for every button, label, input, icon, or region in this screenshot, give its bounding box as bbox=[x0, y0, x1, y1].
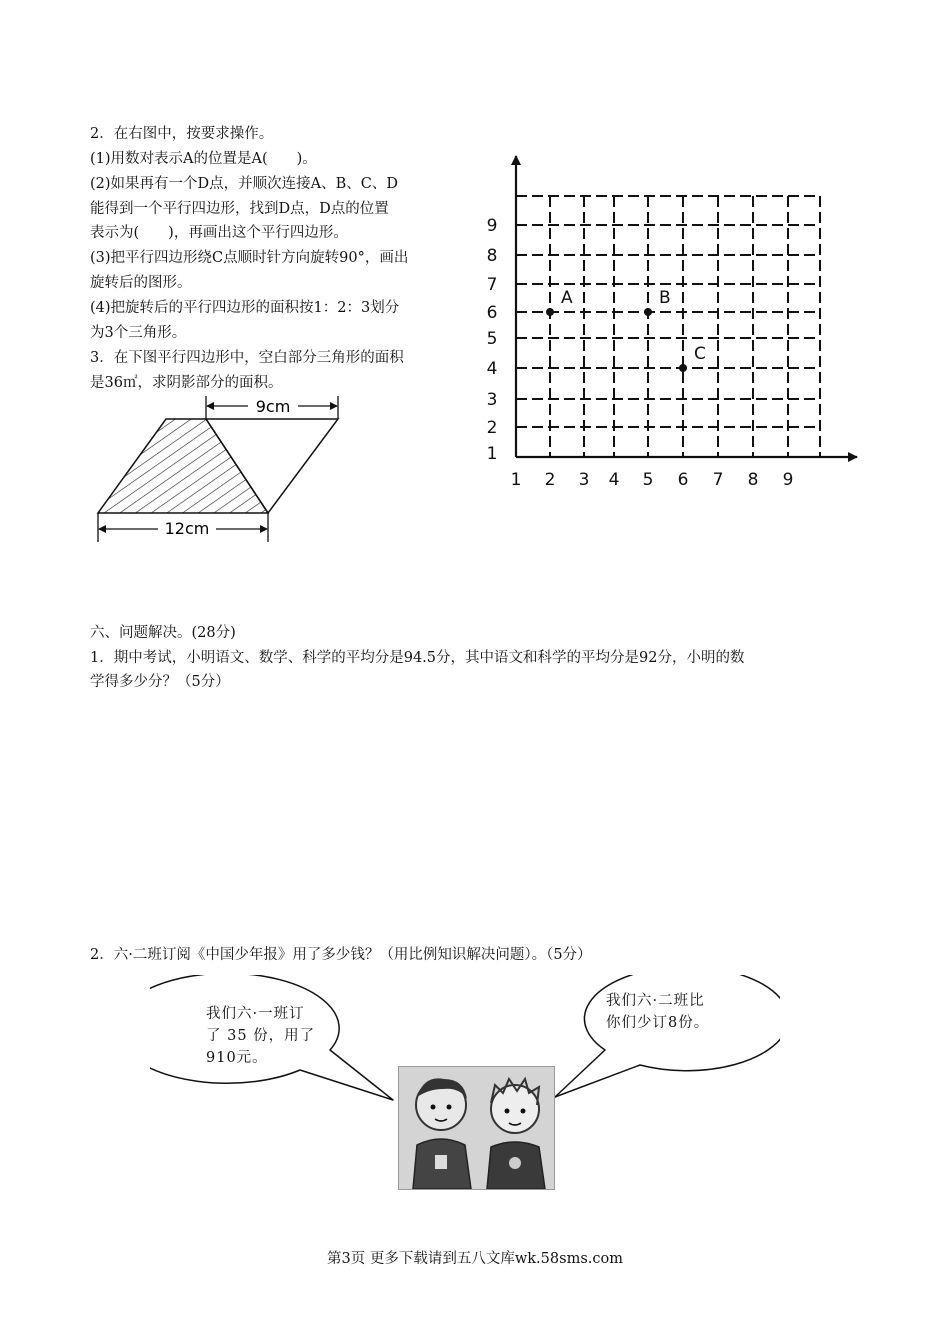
y-tick-label: 2 bbox=[486, 418, 498, 438]
q2-line-3: 能得到一个平行四边形，找到D点，D点的位置 bbox=[90, 201, 389, 217]
y-tick-label: 1 bbox=[486, 444, 498, 464]
x-tick-label: 6 bbox=[677, 470, 689, 490]
point-b bbox=[644, 308, 652, 316]
left-bubble-line-3: 910元。 bbox=[206, 1050, 268, 1066]
x-tick-label: 8 bbox=[747, 470, 759, 490]
right-bubble-line-2: 你们少订8份。 bbox=[606, 1015, 710, 1031]
coordinate-grid bbox=[475, 150, 865, 495]
section6-title: 六、问题解决。(28分) bbox=[90, 625, 236, 641]
x-tick-label: 5 bbox=[642, 470, 654, 490]
x-tick-labels bbox=[511, 470, 794, 490]
point-c bbox=[679, 364, 687, 372]
x-tick-label: 9 bbox=[782, 470, 794, 490]
x-tick-label: 7 bbox=[712, 470, 724, 490]
x-tick-label: 1 bbox=[510, 470, 522, 490]
children-illustration bbox=[398, 1066, 555, 1190]
q2-line-1: (1)用数对表示A的位置是A( )。 bbox=[90, 151, 317, 167]
s6-q1-line-2: 学得多少分？（5分） bbox=[90, 674, 230, 690]
left-bubble-line-2: 了 35 份，用了 bbox=[206, 1028, 316, 1044]
grid-lines bbox=[516, 196, 820, 457]
q3-line-2: 是36㎡，求阴影部分的面积。 bbox=[90, 375, 283, 391]
right-bubble-text bbox=[606, 990, 709, 1034]
q2-line-4: 表示为( )，再画出这个平行四边形。 bbox=[90, 225, 348, 241]
x-tick-label: 3 bbox=[578, 470, 590, 490]
left-bubble-text bbox=[206, 1003, 315, 1069]
s6-q1-line-1: 1．期中考试，小明语文、数学、科学的平均分是94.5分，其中语文和科学的平均分是92分，小明的数 bbox=[90, 650, 745, 666]
left-bubble-line-1: 我们六·一班订 bbox=[206, 1006, 305, 1022]
x-tick-label: 2 bbox=[544, 470, 556, 490]
x-tick-label: 4 bbox=[608, 470, 620, 490]
label-9cm: 9cm bbox=[255, 397, 291, 416]
s6-q2-line: 2．六·二班订阅《中国少年报》用了多少钱？（用比例知识解决问题）。（5分） bbox=[90, 947, 592, 963]
q2-line-8: 为3个三角形。 bbox=[90, 325, 187, 341]
y-tick-label: 9 bbox=[486, 216, 498, 236]
q2-line-5: (3)把平行四边形绕C点顺时针方向旋转90°，画出 bbox=[90, 250, 409, 266]
point-label-a: A bbox=[561, 288, 573, 308]
label-12cm: 12cm bbox=[164, 519, 210, 538]
q2-title: 2．在右图中，按要求操作。 bbox=[90, 126, 274, 142]
y-tick-label: 3 bbox=[486, 390, 498, 410]
point-label-c: C bbox=[694, 344, 706, 364]
y-tick-label: 8 bbox=[486, 246, 498, 266]
point-label-b: B bbox=[659, 288, 671, 308]
parallelogram-figure bbox=[88, 392, 358, 548]
page-footer: 第3页 更多下载请到五八文库wk.58sms.com bbox=[327, 1251, 623, 1267]
right-bubble-line-1: 我们六·二班比 bbox=[606, 993, 705, 1009]
q2-line-6: 旋转后的图形。 bbox=[90, 275, 192, 291]
y-tick-labels bbox=[487, 216, 498, 464]
y-tick-label: 4 bbox=[486, 359, 498, 379]
point-a bbox=[546, 308, 554, 316]
y-tick-label: 7 bbox=[486, 275, 498, 295]
shaded-trapezoid bbox=[98, 419, 268, 513]
q3-line-1: 3．在下图平行四边形中，空白部分三角形的面积 bbox=[90, 350, 404, 366]
q2-line-7: (4)把旋转后的平行四边形的面积按1：2：3划分 bbox=[90, 300, 400, 316]
q2-line-2: (2)如果再有一个D点，并顺次连接A、B、C、D bbox=[90, 176, 399, 192]
y-tick-label: 6 bbox=[486, 303, 498, 323]
grid-points bbox=[546, 288, 706, 372]
y-tick-label: 5 bbox=[486, 329, 498, 349]
